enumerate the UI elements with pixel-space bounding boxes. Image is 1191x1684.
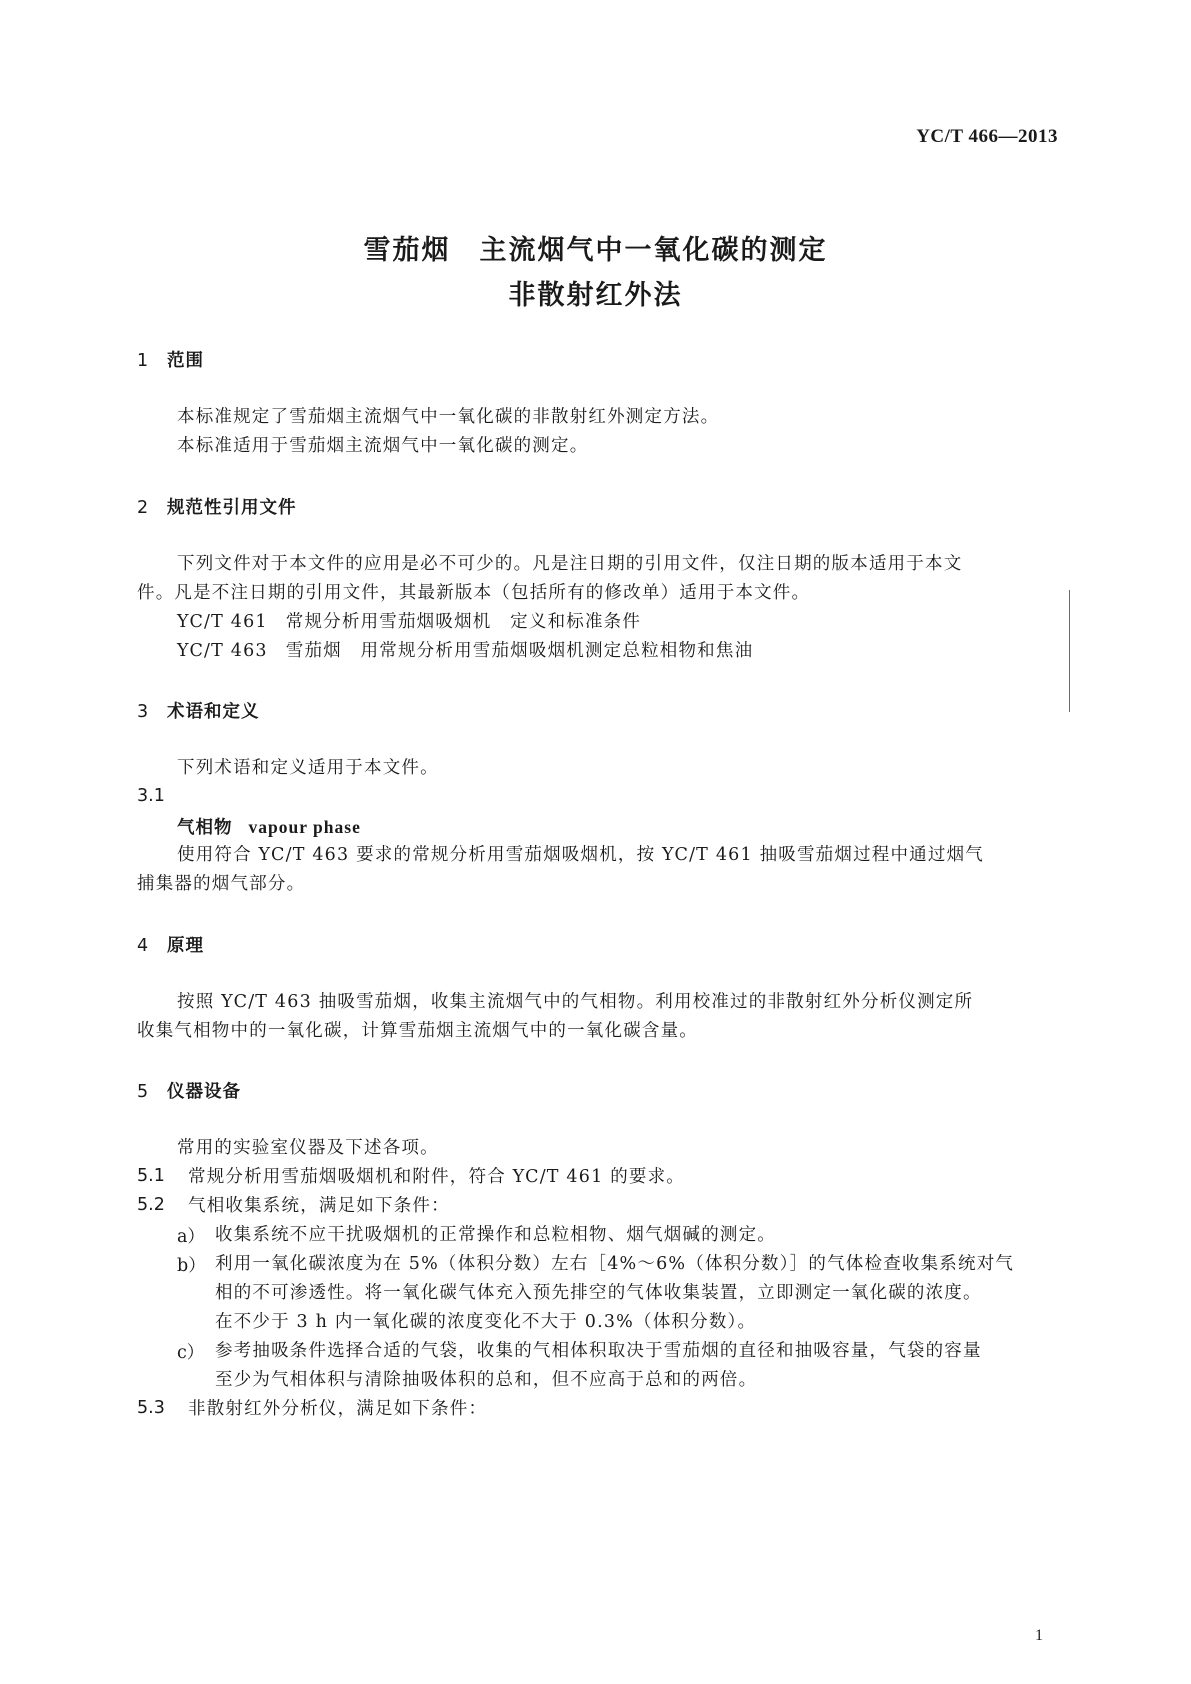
page-number: 1 xyxy=(1035,1627,1043,1644)
subsection-5-1-text: 常规分析用雪茄烟吸烟机和附件，符合 YC/T 461 的要求。 xyxy=(188,1167,685,1187)
reference-item xyxy=(177,610,641,634)
section-1-line: 本标准适用于雪茄烟主流烟气中一氧化碳的测定。 xyxy=(177,436,589,456)
reference-title: 雪茄烟 用常规分析用雪茄烟吸烟机测定总粒相物和焦油 xyxy=(285,641,754,661)
section-1-title: 范围 xyxy=(167,351,204,371)
revision-change-bar xyxy=(1069,590,1070,712)
section-1-heading xyxy=(137,347,204,372)
reference-code: YC/T 463 xyxy=(177,641,268,661)
subsection-5-3-text: 非散射红外分析仪，满足如下条件： xyxy=(188,1399,488,1419)
subsection-5-2-text: 气相收集系统，满足如下条件： xyxy=(188,1196,450,1216)
list-item-marker: b） xyxy=(177,1256,206,1276)
term-definition-line: 捕集器的烟气部分。 xyxy=(137,874,306,894)
section-2-heading xyxy=(137,494,297,519)
list-item-line: 收集系统不应干扰吸烟机的正常操作和总粒相物、烟气烟碱的测定。 xyxy=(215,1225,776,1245)
subsection-3-1-number: 3.1 xyxy=(137,786,165,806)
section-1-line: 本标准规定了雪茄烟主流烟气中一氧化碳的非散射红外测定方法。 xyxy=(177,407,720,427)
section-4-heading xyxy=(137,932,204,957)
subsection-5-2-number: 5.2 xyxy=(137,1195,165,1215)
list-item-marker: c） xyxy=(177,1343,205,1363)
list-item-marker: a） xyxy=(177,1227,205,1247)
standard-code: YC/T 466—2013 xyxy=(916,126,1058,147)
section-5-heading xyxy=(137,1078,241,1103)
document-title-line2: 非散射红外法 xyxy=(508,280,683,311)
section-4-number: 4 xyxy=(137,936,150,956)
term-english: vapour phase xyxy=(248,817,361,837)
section-4-line: 按照 YC/T 463 抽吸雪茄烟，收集主流烟气中的气相物。利用校准过的非散射红外分析仪测定所 xyxy=(177,992,974,1012)
section-4-title: 原理 xyxy=(167,936,204,956)
list-item-line: 参考抽吸条件选择合适的气袋，收集的气相体积取决于雪茄烟的直径和抽吸容量，气袋的容量 xyxy=(215,1341,982,1361)
reference-code: YC/T 461 xyxy=(177,612,268,632)
subsection-5-3-number: 5.3 xyxy=(137,1398,165,1418)
section-2-title: 规范性引用文件 xyxy=(167,498,297,518)
list-item-line: 利用一氧化碳浓度为在 5%（体积分数）左右［4%～6%（体积分数）］的气体检查收集系统对气 xyxy=(215,1254,1015,1274)
section-2-line: 件。凡是不注日期的引用文件，其最新版本（包括所有的修改单）适用于本文件。 xyxy=(137,583,811,603)
section-3-title: 术语和定义 xyxy=(167,702,260,722)
section-3-heading xyxy=(137,698,260,723)
subsection-5-1-number: 5.1 xyxy=(137,1166,165,1186)
section-5-title: 仪器设备 xyxy=(167,1082,241,1102)
section-2-line: 下列文件对于本文件的应用是必不可少的。凡是注日期的引用文件，仅注日期的版本适用于本文 xyxy=(177,554,963,574)
term-definition-line: 使用符合 YC/T 463 要求的常规分析用雪茄烟吸烟机，按 YC/T 461 抽吸雪茄烟过程中通过烟气 xyxy=(177,845,984,865)
list-item-line: 相的不可渗透性。将一氧化碳气体充入预先排空的气体收集装置，立即测定一氧化碳的浓度。 xyxy=(215,1283,982,1303)
section-5-intro: 常用的实验室仪器及下述各项。 xyxy=(177,1138,439,1158)
section-3-number: 3 xyxy=(137,702,150,722)
section-5-number: 5 xyxy=(137,1082,150,1102)
section-3-intro: 下列术语和定义适用于本文件。 xyxy=(177,758,439,778)
list-item-line: 在不少于 3 h 内一氧化碳的浓度变化不大于 0.3%（体积分数）。 xyxy=(215,1312,757,1332)
section-2-number: 2 xyxy=(137,498,150,518)
term-entry xyxy=(177,814,361,839)
reference-item xyxy=(177,639,753,663)
document-title-line1: 雪茄烟 主流烟气中一氧化碳的测定 xyxy=(363,235,828,266)
section-4-line: 收集气相物中的一氧化碳，计算雪茄烟主流烟气中的一氧化碳含量。 xyxy=(137,1021,698,1041)
term-chinese: 气相物 xyxy=(177,818,233,838)
reference-title: 常规分析用雪茄烟吸烟机 定义和标准条件 xyxy=(285,612,642,632)
list-item-line: 至少为气相体积与清除抽吸体积的总和，但不应高于总和的两倍。 xyxy=(215,1370,758,1390)
section-1-number: 1 xyxy=(137,351,150,371)
